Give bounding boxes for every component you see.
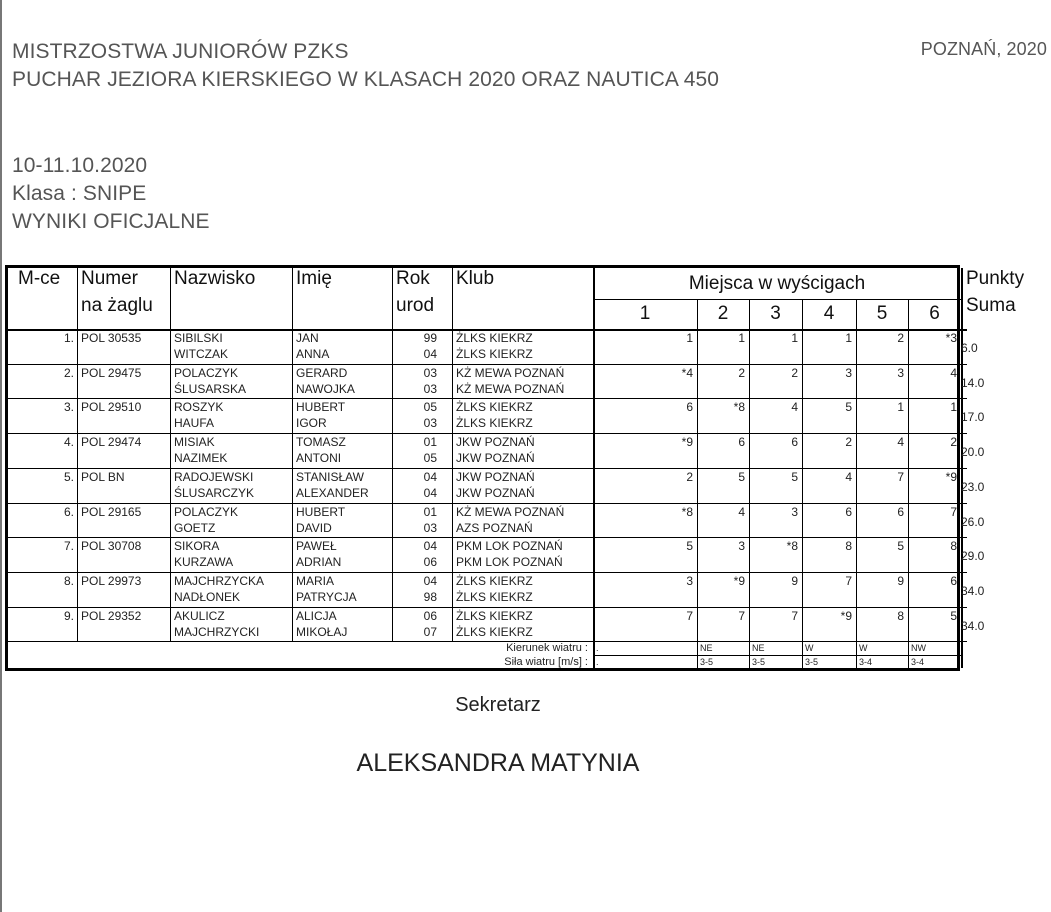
birth-year-cell: 04 bbox=[423, 469, 437, 484]
surname-cell: SIKORA bbox=[174, 539, 220, 554]
sail-number-cell: POL 29165 bbox=[81, 504, 142, 519]
event-subtitle: PUCHAR JEZIORA KIERSKIEGO W KLASACH 2020 ORAZ NAUTICA 450 bbox=[12, 68, 720, 91]
place-cell: 1. bbox=[63, 331, 74, 345]
race-result-cell: *9 bbox=[681, 435, 693, 450]
club-cell: JKW POZNAŃ bbox=[456, 485, 535, 500]
race-result-cell: 3 bbox=[845, 365, 852, 380]
wind-strength-cell: 3-4 bbox=[911, 657, 925, 668]
race-result-cell: 3 bbox=[791, 504, 798, 519]
row-rule bbox=[8, 468, 967, 469]
surname-cell: RADOJEWSKI bbox=[174, 469, 254, 484]
header-sail-number: Numer bbox=[81, 268, 139, 289]
race-result-cell: 4 bbox=[791, 400, 798, 415]
sail-number-cell: POL 29510 bbox=[81, 400, 142, 415]
secretary-label: Sekretarz bbox=[455, 694, 541, 716]
wind-strength-label: Siła wiatru [m/s] : bbox=[504, 656, 588, 669]
header-race-number: 2 bbox=[717, 303, 729, 324]
race-result-cell: 2 bbox=[791, 365, 798, 380]
place-date: POZNAŃ, 2020 bbox=[920, 39, 1047, 59]
secretary-name: ALEKSANDRA MATYNIA bbox=[356, 749, 640, 777]
boat-class: Klasa : SNIPE bbox=[12, 182, 147, 205]
place-cell: 7. bbox=[63, 539, 74, 554]
race-result-cell: *9 bbox=[945, 469, 957, 484]
birth-year-cell: 01 bbox=[423, 435, 437, 450]
birth-year-cell: 99 bbox=[423, 331, 437, 345]
birth-year-cell: 98 bbox=[423, 589, 437, 604]
surname-cell: SIBILSKI bbox=[174, 331, 223, 345]
firstname-cell: JAN bbox=[296, 331, 319, 345]
firstname-cell: PATRYCJA bbox=[296, 589, 357, 604]
firstname-cell: ADRIAN bbox=[296, 555, 342, 570]
surname-cell: WITCZAK bbox=[174, 347, 228, 361]
birth-year-cell: 06 bbox=[423, 555, 437, 570]
place-cell: 4. bbox=[63, 435, 74, 450]
birth-year-cell: 01 bbox=[423, 504, 437, 519]
club-cell: ŻLKS KIEKRZ bbox=[456, 573, 533, 588]
race-result-cell: 6 bbox=[738, 435, 745, 450]
club-cell: ŻLKS KIEKRZ bbox=[456, 416, 533, 431]
surname-cell: ROSZYK bbox=[174, 400, 224, 415]
race-result-cell: 6 bbox=[791, 435, 798, 450]
firstname-cell: MARIA bbox=[296, 573, 335, 588]
race-result-cell: 3 bbox=[897, 365, 904, 380]
birth-year-cell: 04 bbox=[423, 347, 437, 361]
race-result-cell: 2 bbox=[845, 435, 852, 450]
results-table: M-ce Numer na żaglu Nazwisko Imię Rok urod Klub Miejsca w wyścigach 1 2 3 4 5 6 Punkty Suma 1. POL 30535 SIBILSKI JAN 99 ŻLKS KIEKRZ WITCZAK ANNA 04 ŻLKS KIEKRZ 1 1 1 1 2 *3 6.0 2. POL 29475 POLACZYK GERARD 03 KŻ MEWA POZNAŃ ŚLUSARSKA NAWOJKA 03 KŻ MEWA POZNAŃ *4 2 2 3 3 4 14.0 3. POL 29510 ROSZYK HUBERT 05 ŻLKS KIEKRZ HAUFA IGOR 03 ŻLKS KIEKRZ 6 *8 4 5 1 1 17.0 4. POL 29474 MISIAK TOMASZ 01 JKW POZNAŃ NAZIMEK ANTONI 05 JKW POZNAŃ *9 6 6 2 4 2 20.0 5. POL BN RADOJEWSKI STANISŁAW 04 JKW POZNAŃ ŚLUSARCZYK ALEXANDER 04 JKW POZNAŃ 2 5 5 4 7 *9 23.0 6. POL 29165 POLACZYK HUBERT 01 KŻ MEWA POZNAŃ GOETZ DAVID 03 AZS POZNAŃ *8 4 3 6 6 7 26.0 7. POL 30708 SIKORA PAWEŁ 04 PKM LOK POZNAŃ KURZAWA ADRIAN 06 PKM LOK POZNAŃ 5 3 *8 8 5 8 29.0 8. POL 29973 MAJCHRZYCKA MARIA 04 ŻLKS KIEKRZ NADŁONEK PATRYCJA 98 ŻLKS KIEKRZ 3 *9 9 7 9 6 34.0 9. POL 29352 AKULICZ ALICJA 06 ŻLKS KIEKRZ MAJCHRZYCKI MIKOŁAJ 07 ŻLKS KIEKRZ 7 7 7 *9 8 5 34.0 Kierunek wiatru : Siła wiatru [m/s] : . NE NE W W NW . 3-5 3-5 3-5 3-4 3-4 bbox=[5, 265, 960, 671]
firstname-cell: ALEXANDER bbox=[296, 485, 369, 500]
header-place: M-ce bbox=[18, 268, 61, 289]
birth-year-cell: 03 bbox=[423, 381, 437, 396]
firstname-cell: STANISŁAW bbox=[296, 469, 365, 484]
race-result-cell: 5 bbox=[950, 608, 957, 623]
race-result-cell: 8 bbox=[845, 539, 852, 554]
race-result-cell: 8 bbox=[950, 539, 957, 554]
firstname-cell: NAWOJKA bbox=[296, 381, 355, 396]
header-race-number: 5 bbox=[876, 303, 888, 324]
place-cell: 9. bbox=[63, 608, 74, 623]
surname-cell: MISIAK bbox=[174, 435, 215, 450]
wind-direction-cell: NW bbox=[911, 643, 926, 654]
header-split-rule bbox=[593, 299, 961, 300]
race-result-cell: 6 bbox=[897, 504, 904, 519]
race-result-cell: 7 bbox=[845, 573, 852, 588]
column-rule bbox=[170, 268, 171, 641]
page-left-edge bbox=[0, 0, 2, 912]
race-result-cell: 1 bbox=[950, 400, 957, 415]
surname-cell: HAUFA bbox=[174, 416, 215, 431]
wind-row-rule bbox=[593, 655, 961, 656]
firstname-cell: GERARD bbox=[296, 365, 348, 380]
birth-year-cell: 03 bbox=[423, 416, 437, 431]
surname-cell: NAZIMEK bbox=[174, 451, 228, 466]
race-result-cell: 1 bbox=[686, 331, 693, 345]
place-cell: 3. bbox=[63, 400, 74, 415]
sail-number-cell: POL 29973 bbox=[81, 573, 142, 588]
firstname-cell: DAVID bbox=[296, 520, 332, 535]
club-cell: KŻ MEWA POZNAŃ bbox=[456, 365, 565, 380]
race-result-cell: 7 bbox=[897, 469, 904, 484]
header-race-number: 6 bbox=[929, 303, 940, 324]
surname-cell: AKULICZ bbox=[174, 608, 225, 623]
race-result-cell: 6 bbox=[686, 400, 693, 415]
wind-strength-cell: 3-5 bbox=[752, 657, 766, 668]
race-result-cell: 4 bbox=[845, 469, 852, 484]
race-result-cell: 2 bbox=[897, 331, 904, 345]
birth-year-cell: 04 bbox=[423, 485, 437, 500]
race-result-cell: 2 bbox=[686, 469, 693, 484]
club-cell: ŻLKS KIEKRZ bbox=[456, 624, 533, 639]
wind-direction-cell: W bbox=[859, 643, 868, 654]
race-result-cell: *4 bbox=[681, 365, 693, 380]
place-cell: 8. bbox=[63, 573, 74, 588]
race-result-cell: 4 bbox=[897, 435, 904, 450]
birth-year-cell: 07 bbox=[423, 624, 437, 639]
wind-direction-cell: W bbox=[805, 643, 814, 654]
race-result-cell: *8 bbox=[786, 539, 798, 554]
event-dates: 10-11.10.2020 bbox=[12, 154, 148, 177]
wind-strength-cell: . bbox=[596, 657, 599, 668]
header-points: Punkty bbox=[966, 268, 1025, 289]
surname-cell: POLACZYK bbox=[174, 504, 239, 519]
birth-year-cell: 06 bbox=[423, 608, 437, 623]
firstname-cell: PAWEŁ bbox=[296, 539, 337, 554]
race-result-cell: 6 bbox=[950, 573, 957, 588]
race-result-cell: *8 bbox=[681, 504, 693, 519]
firstname-cell: ANTONI bbox=[296, 451, 342, 466]
header-birth-year: urod bbox=[396, 295, 435, 316]
surname-cell: KURZAWA bbox=[174, 555, 234, 570]
surname-cell: GOETZ bbox=[174, 520, 216, 535]
header-birth-year: Rok bbox=[396, 268, 430, 289]
club-cell: PKM LOK POZNAŃ bbox=[456, 539, 563, 554]
race-result-cell: *9 bbox=[840, 608, 852, 623]
wind-direction-cell: . bbox=[596, 643, 599, 654]
surname-cell: POLACZYK bbox=[174, 365, 239, 380]
race-result-cell: 5 bbox=[791, 469, 798, 484]
row-rule bbox=[8, 572, 967, 573]
place-cell: 2. bbox=[63, 365, 74, 380]
row-rule bbox=[8, 503, 967, 504]
header-points: Suma bbox=[966, 295, 1016, 316]
race-result-cell: 1 bbox=[845, 331, 852, 345]
sail-number-cell: POL 30535 bbox=[81, 331, 142, 345]
race-result-cell: 1 bbox=[738, 331, 745, 345]
wind-direction-cell: NE bbox=[700, 643, 713, 654]
column-rule bbox=[452, 268, 453, 641]
event-title: MISTRZOSTWA JUNIORÓW PZKS bbox=[12, 40, 349, 63]
row-rule bbox=[8, 398, 967, 399]
race-result-cell: 4 bbox=[950, 365, 957, 380]
header-races: Miejsca w wyścigach bbox=[688, 273, 866, 294]
row-rule bbox=[8, 607, 967, 608]
club-cell: JKW POZNAŃ bbox=[456, 469, 535, 484]
club-cell: ŻLKS KIEKRZ bbox=[456, 331, 533, 345]
race-result-cell: 2 bbox=[738, 365, 745, 380]
header-sail-number: na żaglu bbox=[81, 295, 153, 316]
wind-strength-cell: 3-5 bbox=[805, 657, 819, 668]
race-result-cell: 1 bbox=[791, 331, 798, 345]
sail-number-cell: POL 29352 bbox=[81, 608, 142, 623]
firstname-cell: ALICJA bbox=[296, 608, 337, 623]
race-result-cell: 5 bbox=[738, 469, 745, 484]
birth-year-cell: 05 bbox=[423, 451, 437, 466]
column-rule bbox=[292, 268, 293, 641]
sail-number-cell: POL BN bbox=[81, 469, 125, 484]
birth-year-cell: 03 bbox=[423, 365, 437, 380]
wind-direction-label: Kierunek wiatru : bbox=[506, 642, 588, 655]
race-result-cell: 4 bbox=[738, 504, 745, 519]
wind-direction-cell: NE bbox=[752, 643, 765, 654]
firstname-cell: MIKOŁAJ bbox=[296, 624, 348, 639]
race-result-cell: 9 bbox=[897, 573, 904, 588]
header-firstname: Imię bbox=[296, 268, 332, 289]
club-cell: ŻLKS KIEKRZ bbox=[456, 400, 533, 415]
club-cell: PKM LOK POZNAŃ bbox=[456, 555, 563, 570]
birth-year-cell: 05 bbox=[423, 400, 437, 415]
race-result-cell: *8 bbox=[733, 400, 745, 415]
sail-number-cell: POL 29475 bbox=[81, 365, 142, 380]
wind-strength-cell: 3-4 bbox=[859, 657, 873, 668]
race-result-cell: 9 bbox=[791, 573, 798, 588]
sail-number-cell: POL 29474 bbox=[81, 435, 142, 450]
race-result-cell: 2 bbox=[950, 435, 957, 450]
race-result-cell: 7 bbox=[950, 504, 957, 519]
club-cell: ŻLKS KIEKRZ bbox=[456, 347, 533, 361]
header-race-number: 3 bbox=[770, 303, 781, 324]
race-result-cell: 7 bbox=[686, 608, 693, 623]
sail-number-cell: POL 30708 bbox=[81, 539, 142, 554]
column-rule bbox=[77, 268, 78, 641]
race-result-cell: 5 bbox=[845, 400, 852, 415]
birth-year-cell: 03 bbox=[423, 520, 437, 535]
row-rule bbox=[8, 364, 967, 365]
surname-cell: NADŁONEK bbox=[174, 589, 241, 604]
row-rule bbox=[8, 433, 967, 434]
surname-cell: ŚLUSARSKA bbox=[174, 381, 247, 396]
race-result-cell: 1 bbox=[897, 400, 904, 415]
race-result-cell: 7 bbox=[791, 608, 798, 623]
club-cell: KŻ MEWA POZNAŃ bbox=[456, 381, 565, 396]
place-cell: 6. bbox=[63, 504, 74, 519]
results-status: WYNIKI OFICJALNE bbox=[12, 210, 210, 233]
surname-cell: MAJCHRZYCKI bbox=[174, 624, 260, 639]
club-cell: AZS POZNAŃ bbox=[456, 520, 533, 535]
race-result-cell: *3 bbox=[945, 331, 957, 345]
header-surname: Nazwisko bbox=[174, 268, 256, 289]
firstname-cell: HUBERT bbox=[296, 504, 346, 519]
firstname-cell: ANNA bbox=[296, 347, 330, 361]
club-cell: ŻLKS KIEKRZ bbox=[456, 589, 533, 604]
header-race-number: 1 bbox=[639, 303, 651, 324]
surname-cell: MAJCHRZYCKA bbox=[174, 573, 265, 588]
race-result-cell: 3 bbox=[686, 573, 693, 588]
firstname-cell: IGOR bbox=[296, 416, 327, 431]
surname-cell: ŚLUSARCZYK bbox=[174, 485, 255, 500]
birth-year-cell: 04 bbox=[423, 573, 437, 588]
firstname-cell: HUBERT bbox=[296, 400, 346, 415]
race-result-cell: 8 bbox=[897, 608, 904, 623]
race-result-cell: 5 bbox=[897, 539, 904, 554]
header-race-number: 4 bbox=[823, 303, 835, 324]
club-cell: ŻLKS KIEKRZ bbox=[456, 608, 533, 623]
header-club: Klub bbox=[456, 268, 495, 289]
club-cell: KŻ MEWA POZNAŃ bbox=[456, 504, 565, 519]
wind-strength-cell: 3-5 bbox=[700, 657, 714, 668]
club-cell: JKW POZNAŃ bbox=[456, 435, 535, 450]
race-result-cell: 6 bbox=[845, 504, 852, 519]
place-cell: 5. bbox=[63, 469, 74, 484]
race-result-cell: 7 bbox=[738, 608, 745, 623]
club-cell: JKW POZNAŃ bbox=[456, 451, 535, 466]
race-result-cell: 3 bbox=[738, 539, 745, 554]
firstname-cell: TOMASZ bbox=[296, 435, 346, 450]
birth-year-cell: 04 bbox=[423, 539, 437, 554]
race-result-cell: 5 bbox=[686, 539, 693, 554]
race-result-cell: *9 bbox=[733, 573, 745, 588]
